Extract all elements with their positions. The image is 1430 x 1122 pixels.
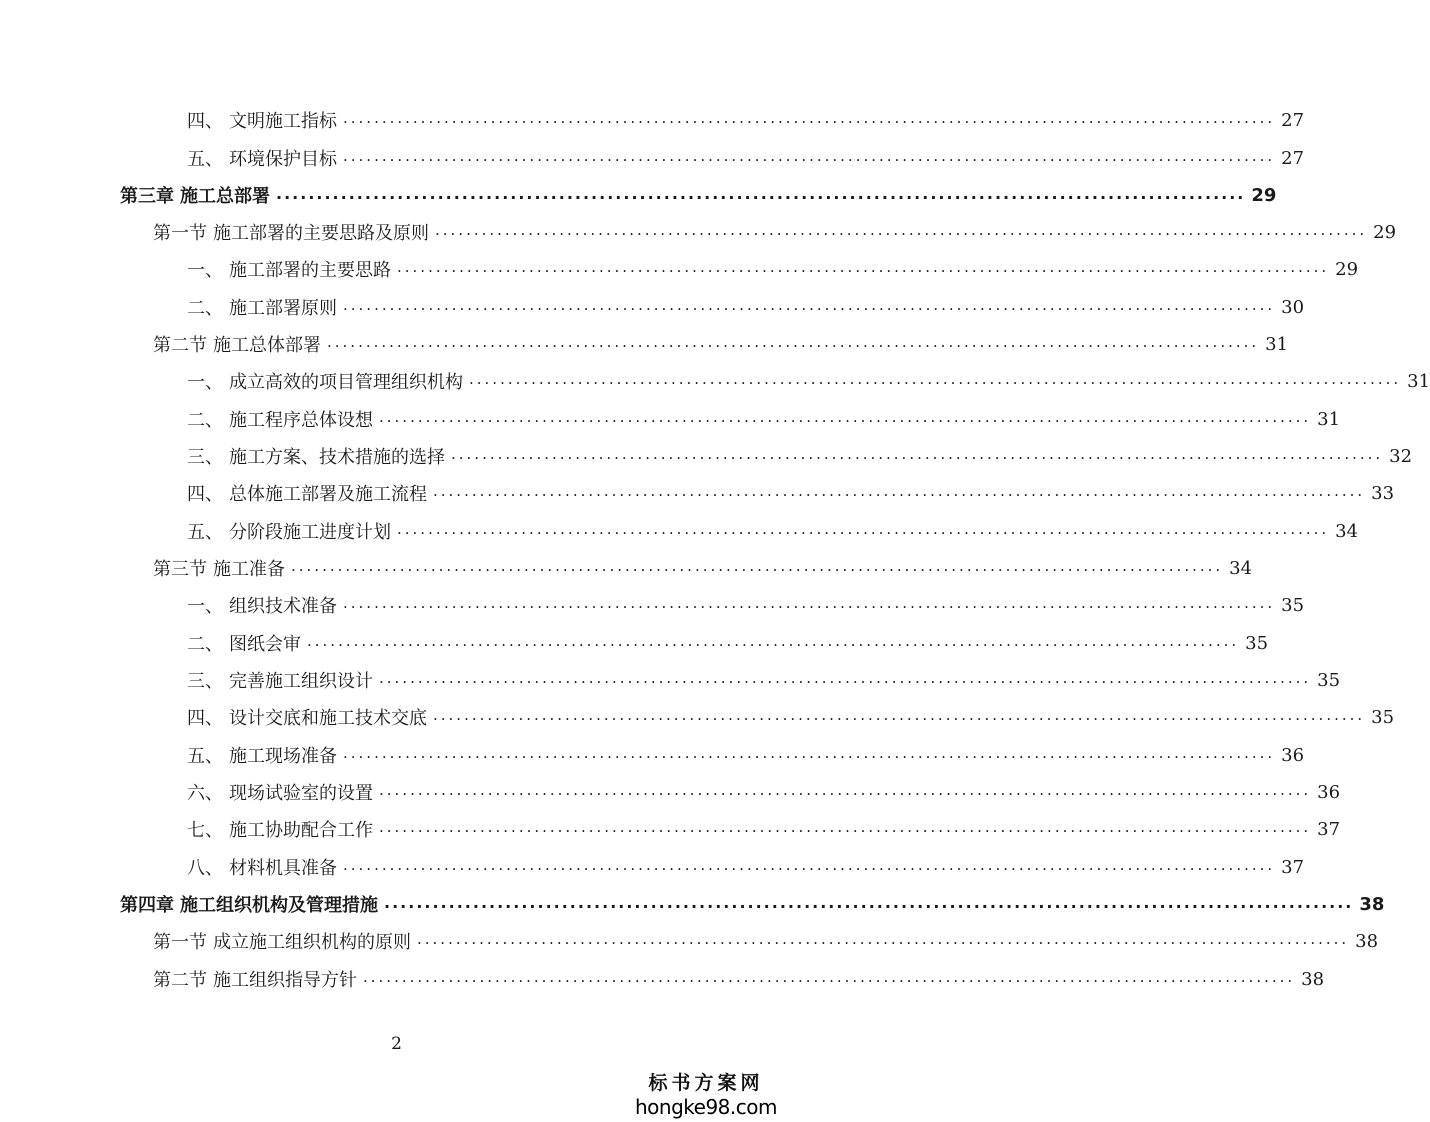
toc-entry-label bbox=[187, 443, 445, 469]
toc-entry-title: 施工总部署 bbox=[180, 186, 270, 207]
toc-entry-title: 完善施工组织设计 bbox=[229, 671, 373, 692]
toc-entry[interactable] bbox=[153, 217, 1397, 247]
toc-entry-number: 第三章 bbox=[120, 186, 174, 207]
toc-leader-dots: ........................................................................................................................ bbox=[343, 856, 1276, 874]
toc-entry-page: 37 bbox=[1281, 856, 1305, 878]
toc-entry-title: 成立施工组织机构的原则 bbox=[213, 932, 411, 953]
toc-entry-page: 31 bbox=[1407, 370, 1430, 392]
toc-entry-title: 施工部署的主要思路 bbox=[229, 260, 391, 281]
toc-entry-page: 35 bbox=[1371, 706, 1395, 728]
toc-entry-label bbox=[187, 592, 337, 618]
toc-leader-dots: ........................................................................................................................ bbox=[433, 706, 1366, 724]
toc-entry[interactable] bbox=[187, 478, 1395, 508]
toc-leader-dots: ........................................................................................................................ bbox=[379, 781, 1312, 799]
toc-entry-title: 施工准备 bbox=[213, 559, 285, 580]
toc-entry[interactable] bbox=[187, 777, 1341, 807]
toc-entry-page: 31 bbox=[1317, 408, 1341, 430]
toc-entry-label bbox=[153, 966, 357, 992]
toc-entry-page: 32 bbox=[1389, 445, 1413, 467]
toc-entry-label bbox=[187, 256, 391, 282]
toc-entry-label bbox=[187, 107, 337, 133]
watermark-logo bbox=[631, 1068, 781, 1119]
toc-entry-title: 施工现场准备 bbox=[229, 746, 337, 767]
toc-leader-dots: ........................................................................................................................ bbox=[379, 669, 1312, 687]
toc-entry-number: 三、 bbox=[187, 671, 223, 692]
toc-leader-dots: ........................................................................................................................ bbox=[417, 930, 1350, 948]
toc-leader-dots: ........................................................................................................................ bbox=[343, 109, 1276, 127]
watermark-name: 标书方案网 bbox=[648, 1072, 764, 1094]
toc-entry-title: 成立高效的项目管理组织机构 bbox=[229, 372, 463, 393]
toc-entry[interactable] bbox=[187, 254, 1359, 284]
toc-entry-page: 35 bbox=[1317, 669, 1341, 691]
toc-entry-page: 27 bbox=[1281, 109, 1305, 131]
toc-entry-number: 四、 bbox=[187, 484, 223, 505]
toc-entry[interactable] bbox=[187, 740, 1305, 770]
toc-entry-label bbox=[187, 816, 373, 842]
toc-entry-number: 四、 bbox=[187, 708, 223, 729]
toc-entry[interactable] bbox=[153, 926, 1379, 956]
toc-entry-page: 38 bbox=[1355, 930, 1379, 952]
toc-entry[interactable] bbox=[187, 105, 1305, 135]
toc-leader-dots: ........................................................................................................................ bbox=[435, 221, 1368, 239]
toc-leader-dots: ........................................................................................................................ bbox=[363, 968, 1296, 986]
toc-entry-page: 29 bbox=[1251, 184, 1277, 206]
toc-entry-number: 第三节 bbox=[153, 559, 207, 580]
toc-entry-title: 总体施工部署及施工流程 bbox=[229, 484, 427, 505]
toc-leader-dots: ........................................................................................................................ bbox=[469, 370, 1402, 388]
toc-entry-title: 施工程序总体设想 bbox=[229, 410, 373, 431]
toc-entry[interactable] bbox=[120, 889, 1385, 919]
toc-leader-dots: ........................................................................................................................ bbox=[343, 594, 1276, 612]
toc-entry-page: 29 bbox=[1335, 258, 1359, 280]
toc-leader-dots: ........................................................................................................................ bbox=[276, 183, 1246, 203]
toc-entry-title: 现场试验室的设置 bbox=[229, 783, 373, 804]
toc-entry-title: 材料机具准备 bbox=[229, 858, 337, 879]
toc-leader-dots: ........................................................................................................................ bbox=[307, 632, 1240, 650]
toc-entry-label bbox=[187, 145, 337, 171]
toc-entry[interactable] bbox=[120, 180, 1277, 210]
toc-entry-label bbox=[120, 891, 378, 917]
toc-leader-dots: ........................................................................................................................ bbox=[343, 296, 1276, 314]
toc-entry[interactable] bbox=[187, 852, 1305, 882]
toc-entry[interactable] bbox=[187, 665, 1341, 695]
toc-entry-label bbox=[187, 779, 373, 805]
toc-leader-dots: ........................................................................................................................ bbox=[379, 408, 1312, 426]
toc-entry[interactable] bbox=[187, 516, 1359, 546]
toc-entry-title: 施工部署的主要思路及原则 bbox=[213, 223, 429, 244]
toc-entry-page: 35 bbox=[1245, 632, 1269, 654]
toc-entry[interactable] bbox=[187, 292, 1305, 322]
toc-entry-title: 施工总体部署 bbox=[213, 335, 321, 356]
toc-entry-label bbox=[187, 704, 427, 730]
toc-entry-number: 一、 bbox=[187, 596, 223, 617]
page-number: 2 bbox=[391, 1034, 402, 1054]
toc-entry-page: 33 bbox=[1371, 482, 1395, 504]
toc-entry-number: 一、 bbox=[187, 372, 223, 393]
toc-entry[interactable] bbox=[187, 366, 1430, 396]
toc-entry-number: 四、 bbox=[187, 111, 223, 132]
toc-entry-title: 环境保护目标 bbox=[229, 149, 337, 170]
toc-entry-title: 施工协助配合工作 bbox=[229, 820, 373, 841]
toc-entry-title: 组织技术准备 bbox=[229, 596, 337, 617]
toc-entry-number: 八、 bbox=[187, 858, 223, 879]
toc-leader-dots: ........................................................................................................................ bbox=[384, 892, 1354, 912]
toc-entry-title: 分阶段施工进度计划 bbox=[229, 522, 391, 543]
toc-entry-number: 第二节 bbox=[153, 970, 207, 991]
toc-leader-dots: ........................................................................................................................ bbox=[343, 147, 1276, 165]
toc-entry[interactable] bbox=[187, 628, 1269, 658]
toc-entry-number: 二、 bbox=[187, 634, 223, 655]
toc-entry-label bbox=[153, 928, 411, 954]
toc-entry-title: 施工组织机构及管理措施 bbox=[180, 895, 378, 916]
toc-entry[interactable] bbox=[153, 964, 1325, 994]
toc-entry-page: 38 bbox=[1301, 968, 1325, 990]
toc-entry-number: 一、 bbox=[187, 260, 223, 281]
toc-entry-title: 施工组织指导方针 bbox=[213, 970, 357, 991]
toc-entry-number: 二、 bbox=[187, 298, 223, 319]
toc-entry-label bbox=[187, 406, 373, 432]
toc-entry-label bbox=[153, 331, 321, 357]
toc-entry-label bbox=[187, 518, 391, 544]
toc-entry-label bbox=[187, 480, 427, 506]
toc-entry-number: 第一节 bbox=[153, 932, 207, 953]
watermark-domain: hongke98.com bbox=[635, 1095, 777, 1119]
toc-entry[interactable] bbox=[153, 329, 1289, 359]
toc-entry-label bbox=[187, 854, 337, 880]
toc-entry-page: 36 bbox=[1317, 781, 1341, 803]
toc-leader-dots: ........................................................................................................................ bbox=[379, 818, 1312, 836]
toc-entry-number: 七、 bbox=[187, 820, 223, 841]
toc-entry-title: 施工部署原则 bbox=[229, 298, 337, 319]
toc-entry-page: 38 bbox=[1359, 893, 1385, 915]
toc-entry-page: 31 bbox=[1265, 333, 1289, 355]
toc-leader-dots: ........................................................................................................................ bbox=[327, 333, 1260, 351]
toc-leader-dots: ........................................................................................................................ bbox=[291, 557, 1224, 575]
toc-entry-label bbox=[187, 667, 373, 693]
toc-entry[interactable] bbox=[187, 590, 1305, 620]
toc-entry-label bbox=[187, 294, 337, 320]
toc-leader-dots: ........................................................................................................................ bbox=[433, 482, 1366, 500]
toc-entry-title: 图纸会审 bbox=[229, 634, 301, 655]
toc-entry-number: 六、 bbox=[187, 783, 223, 804]
toc-entry[interactable] bbox=[187, 143, 1305, 173]
toc-entry-page: 29 bbox=[1373, 221, 1397, 243]
toc-entry-number: 第一节 bbox=[153, 223, 207, 244]
toc-entry[interactable] bbox=[153, 553, 1253, 583]
toc-entry-title: 文明施工指标 bbox=[229, 111, 337, 132]
toc-entry-title: 施工方案、技术措施的选择 bbox=[229, 447, 445, 468]
toc-entry-label bbox=[153, 219, 429, 245]
toc-leader-dots: ........................................................................................................................ bbox=[397, 520, 1330, 538]
toc-entry-label bbox=[187, 742, 337, 768]
toc-entry-label bbox=[153, 555, 285, 581]
toc-entry-page: 34 bbox=[1229, 557, 1253, 579]
toc-entry-number: 五、 bbox=[187, 746, 223, 767]
toc-entry-number: 五、 bbox=[187, 149, 223, 170]
toc-leader-dots: ........................................................................................................................ bbox=[343, 744, 1276, 762]
toc-entry-title: 设计交底和施工技术交底 bbox=[229, 708, 427, 729]
toc-entry[interactable] bbox=[187, 441, 1413, 471]
toc-entry-page: 34 bbox=[1335, 520, 1359, 542]
toc-entry-label bbox=[187, 368, 463, 394]
toc-leader-dots: ........................................................................................................................ bbox=[451, 445, 1384, 463]
toc-entry-label bbox=[187, 630, 301, 656]
toc-entry-number: 第二节 bbox=[153, 335, 207, 356]
toc-entry-label bbox=[120, 182, 270, 208]
toc-entry-number: 第四章 bbox=[120, 895, 174, 916]
toc-entry-number: 三、 bbox=[187, 447, 223, 468]
toc-entry-number: 五、 bbox=[187, 522, 223, 543]
toc-entry[interactable] bbox=[187, 702, 1395, 732]
toc-entry-page: 36 bbox=[1281, 744, 1305, 766]
toc-entry[interactable] bbox=[187, 814, 1341, 844]
toc-entry-page: 35 bbox=[1281, 594, 1305, 616]
toc-entry-page: 37 bbox=[1317, 818, 1341, 840]
toc-entry[interactable] bbox=[187, 404, 1341, 434]
toc-entry-number: 二、 bbox=[187, 410, 223, 431]
toc-entry-page: 30 bbox=[1281, 296, 1305, 318]
toc-leader-dots: ........................................................................................................................ bbox=[397, 258, 1330, 276]
toc-entry-page: 27 bbox=[1281, 147, 1305, 169]
